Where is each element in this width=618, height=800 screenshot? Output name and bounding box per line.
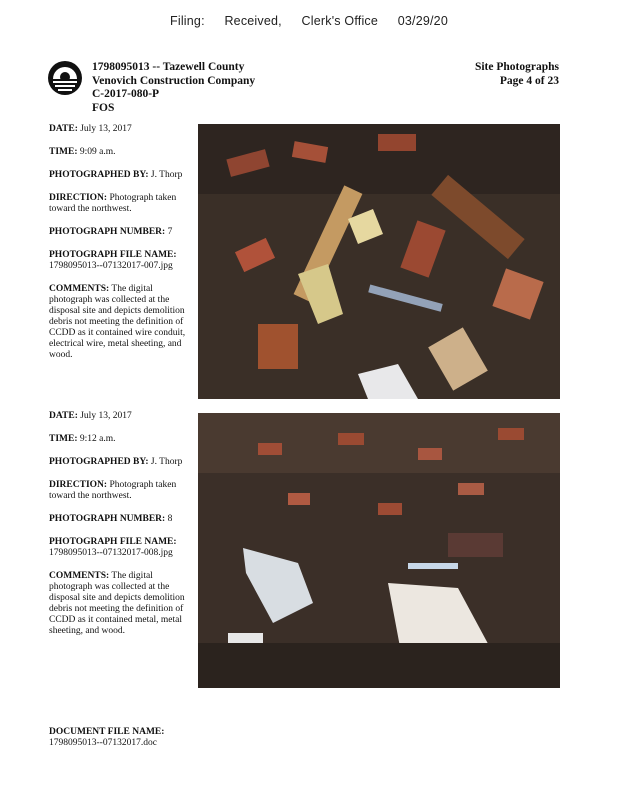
section-title: Site Photographs — [474, 61, 559, 73]
photo-entry — [49, 124, 194, 373]
photo-number-field: PHOTOGRAPH NUMBER: 8 — [49, 514, 173, 524]
debris-photo-placeholder — [198, 124, 560, 399]
time-value: 9:09 a.m. — [79, 147, 116, 157]
document-file-name: DOCUMENT FILE NAME: 1798095013--07132017.doc — [49, 727, 165, 748]
site-id-county: 1798095013 -- Tazewell County — [92, 61, 245, 73]
file-name-field: PHOTOGRAPH FILE NAME: 1798095013--07132017-007.jpg — [49, 250, 177, 271]
date-field: DATE: July 13, 2017 — [49, 411, 132, 421]
photographer-field: PHOTOGRAPHED BY: J. Thorp — [49, 170, 183, 180]
photographer-value: J. Thorp — [150, 170, 183, 180]
comments-field: COMMENTS: The digital photograph was collected at the disposal site and depicts demolition debris not meeting the definition of CCDD as it contained metal, metal sheeting, and wood. — [49, 571, 185, 636]
agency-logo-icon — [47, 60, 83, 96]
date-field: DATE: July 13, 2017 — [49, 124, 132, 134]
date-value: July 13, 2017 — [80, 124, 132, 134]
file-name-value: 1798095013--07132017-008.jpg — [49, 548, 173, 558]
photo-entry — [49, 411, 194, 649]
photographer-field: PHOTOGRAPHED BY: J. Thorp — [49, 457, 183, 467]
filing-label: Filing: — [170, 14, 205, 28]
filing-office: Clerk's Office — [301, 14, 379, 28]
comments-value: The digital photograph was collected at the disposal site and depicts demolition debris not meeting the definition of CCDD as it contained metal, metal sheeting, and wood. — [49, 571, 185, 636]
direction-field: DIRECTION: Photograph taken toward the northwest. — [49, 480, 177, 501]
photo-number-value: 7 — [167, 227, 173, 237]
site-type: FOS — [92, 101, 115, 114]
photo-number-value: 8 — [167, 514, 173, 524]
photo-number-field: PHOTOGRAPH NUMBER: 7 — [49, 227, 173, 237]
time-field: TIME: 9:12 a.m. — [49, 434, 116, 444]
filing-received: Received, — [224, 14, 282, 28]
file-name-field: PHOTOGRAPH FILE NAME: 1798095013--07132017-008.jpg — [49, 537, 177, 558]
direction-value: Photograph taken toward the northwest. — [49, 480, 177, 501]
filing-stamp — [0, 14, 618, 28]
page-header — [475, 61, 559, 88]
site-header — [92, 61, 255, 115]
date-value: July 13, 2017 — [80, 411, 132, 421]
page-number: Page 4 of 23 — [499, 74, 559, 87]
site-photo — [198, 124, 560, 399]
filing-date: 03/29/20 — [397, 14, 448, 28]
photographer-value: J. Thorp — [150, 457, 183, 467]
time-value: 9:12 a.m. — [79, 434, 116, 444]
comments-value: The digital photograph was collected at the disposal site and depicts demolition debris not meeting the definition of CCDD as it contained wire conduit, electrical wire, metal sheeting, and wood. — [49, 284, 186, 360]
case-number: C-2017-080-P — [92, 88, 160, 100]
site-photo — [198, 413, 560, 688]
comments-field: COMMENTS: The digital photograph was collected at the disposal site and depicts demolition debris not meeting the definition of CCDD as it contained wire conduit, electrical wire, metal sheeting, and wood. — [49, 284, 186, 360]
direction-field: DIRECTION: Photograph taken toward the northwest. — [49, 193, 177, 214]
time-field: TIME: 9:09 a.m. — [49, 147, 116, 157]
company-name: Venovich Construction Company — [92, 74, 256, 87]
file-name-value: 1798095013--07132017-007.jpg — [49, 261, 173, 271]
direction-value: Photograph taken toward the northwest. — [49, 193, 177, 214]
document-file-name-value: 1798095013--07132017.doc — [49, 738, 157, 748]
debris-photo-placeholder — [198, 413, 560, 688]
